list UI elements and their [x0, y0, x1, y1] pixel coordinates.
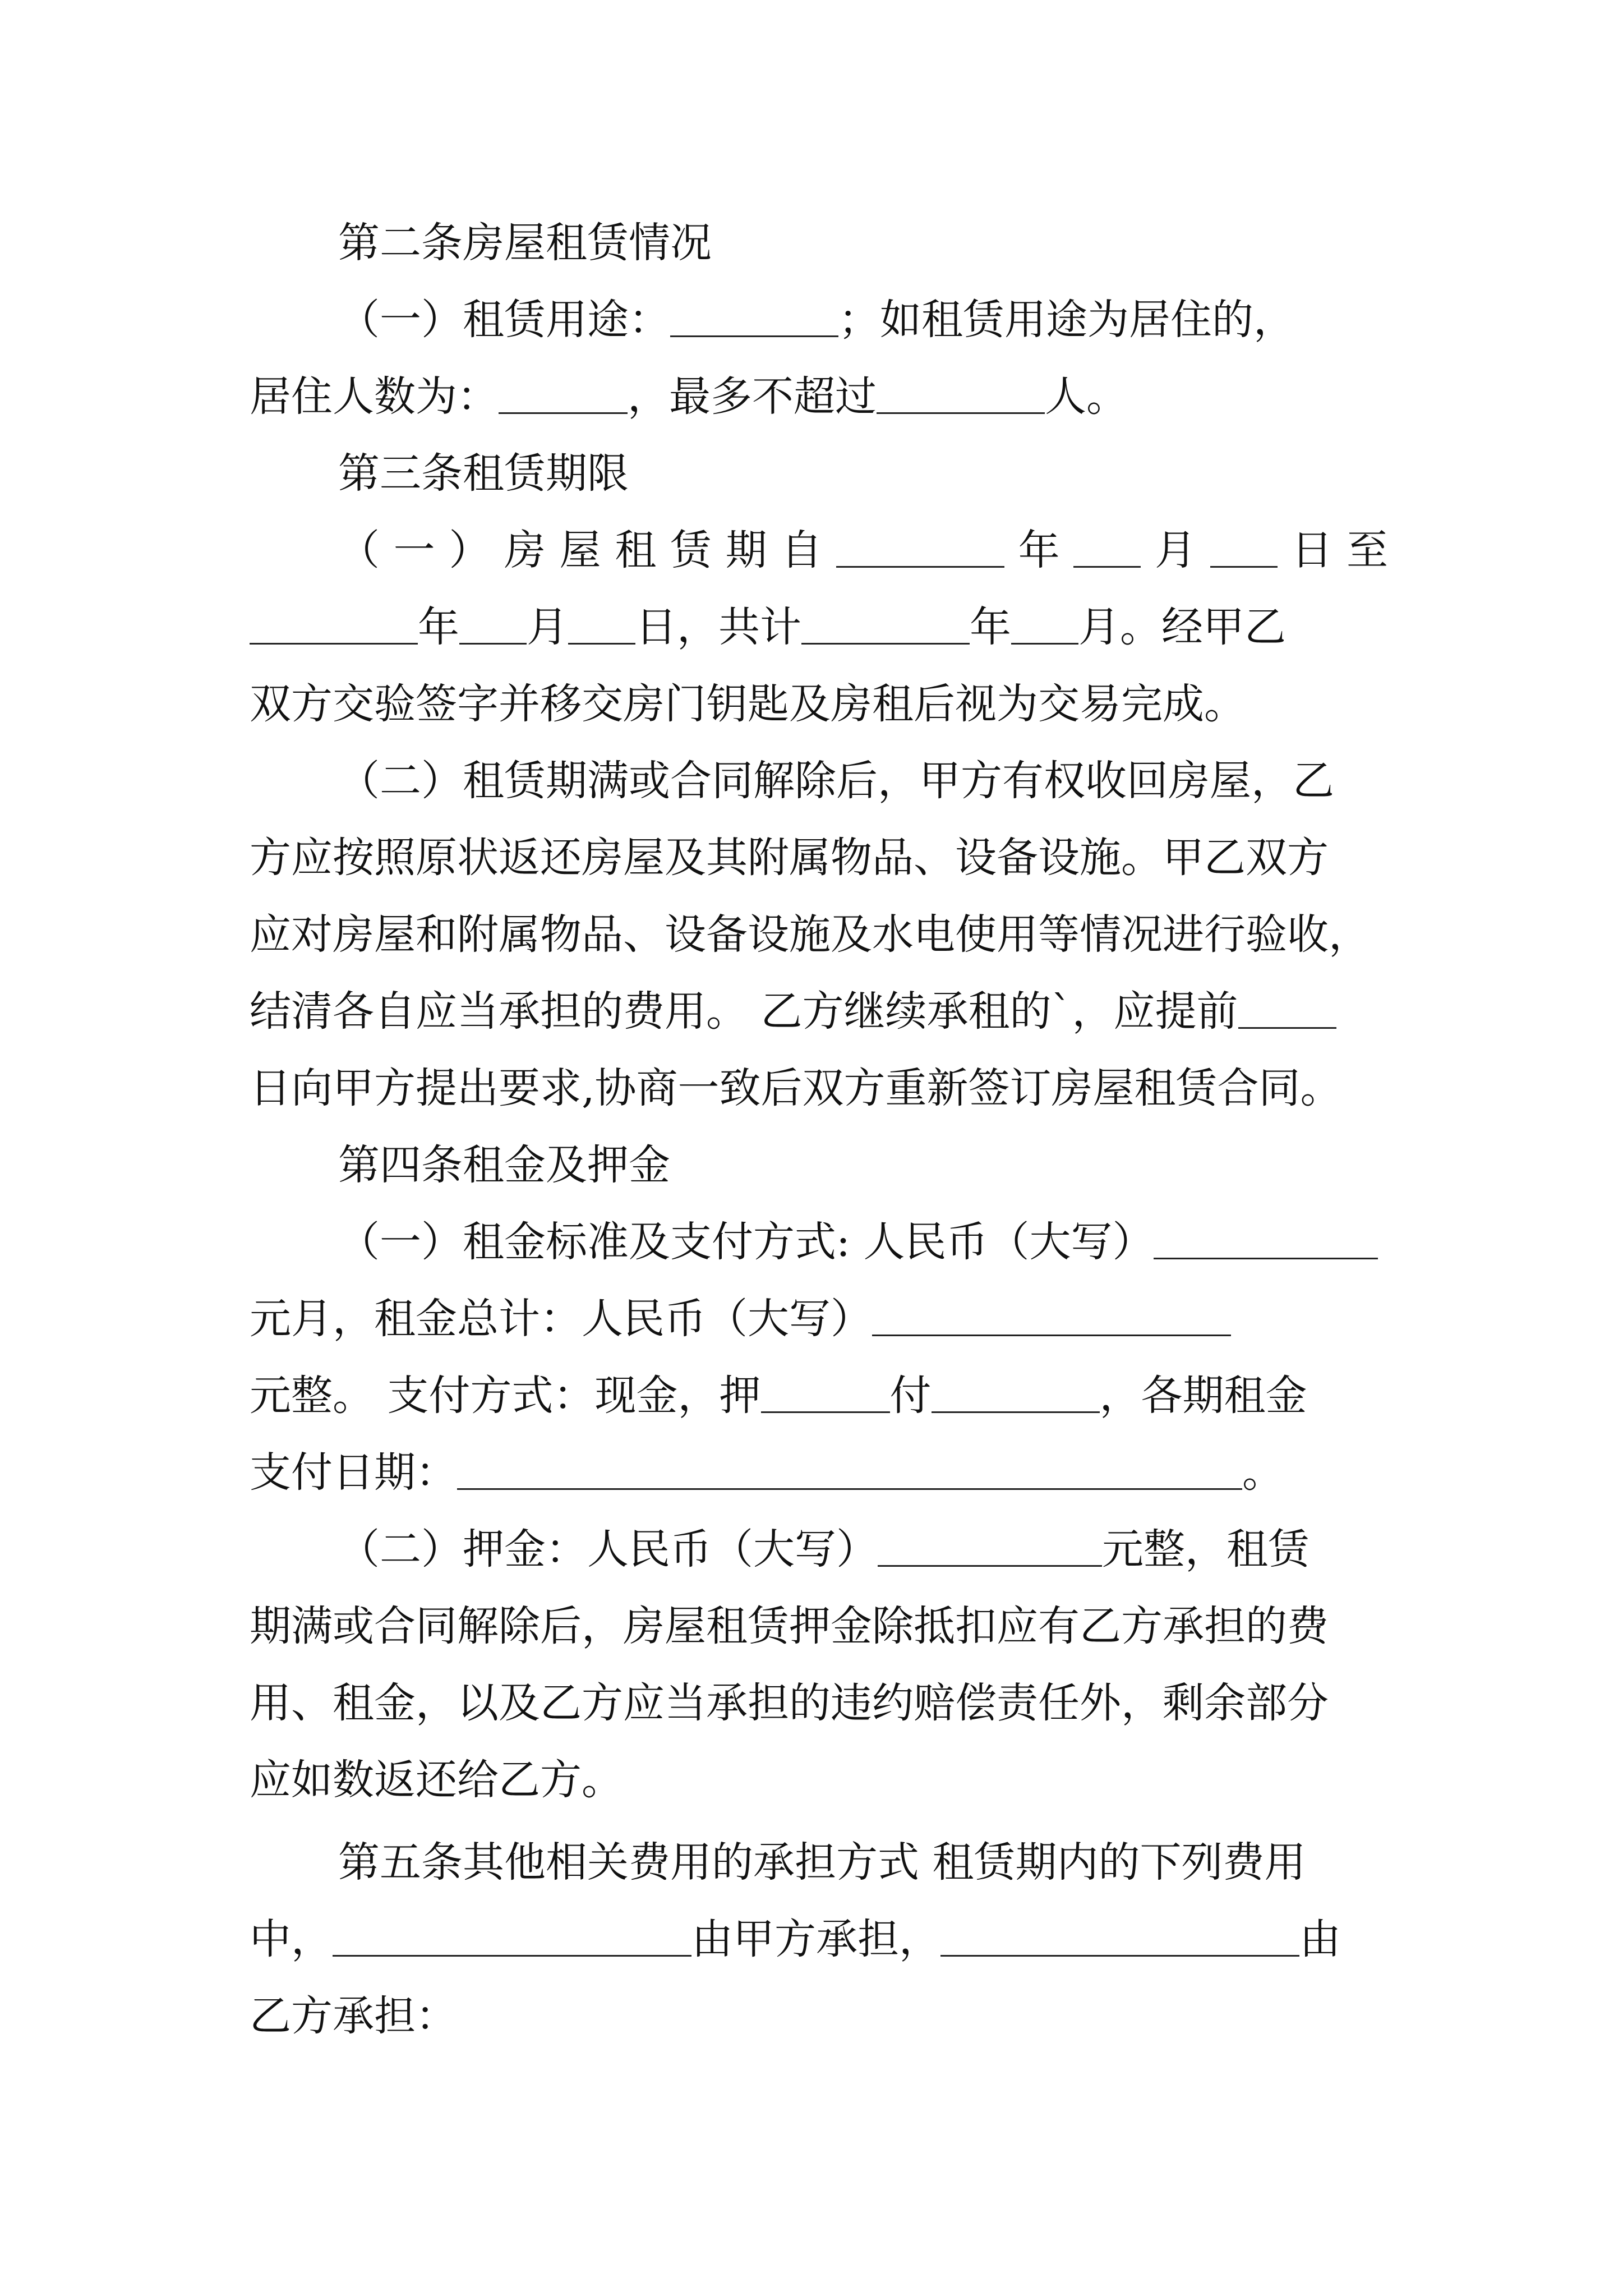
text-segment: 由: [1299, 1915, 1341, 1963]
text-segment: （一）房屋租赁期自: [338, 526, 836, 574]
text-segment: 双方交验签字并移交房门钥匙及房租后视为交易完成。: [250, 680, 1246, 728]
blank-total-rent[interactable]: [872, 1293, 1231, 1336]
text-segment: 乙方承担：: [250, 1992, 457, 2040]
article-4-p2-line-4: [250, 1742, 1388, 1819]
text-segment: 年: [418, 603, 459, 651]
blank-payment-date[interactable]: [457, 1447, 1242, 1490]
blank-usage[interactable]: [670, 294, 838, 337]
text-segment: 元月，租金总计：人民币（大写）: [250, 1295, 872, 1343]
text-segment: 月: [527, 603, 568, 651]
blank-tenant-fees[interactable]: [940, 1913, 1299, 1957]
article-3-line-3: [250, 666, 1388, 743]
article-4-p2-line-2: [250, 1588, 1388, 1665]
article-3-title-text: 第三条租赁期限: [338, 449, 629, 498]
text-segment: 月。经甲乙: [1078, 603, 1286, 651]
blank-monthly-rent[interactable]: [1154, 1216, 1378, 1259]
article-4-p2-line-3: [250, 1665, 1388, 1742]
text-segment: 应对房屋和附属物品、设备设施及水电使用等情况进行验收，: [250, 910, 1370, 959]
text-segment: 居住人数为：: [250, 372, 499, 421]
blank-notice-days[interactable]: [1238, 986, 1336, 1029]
blank-max-residents[interactable]: [877, 371, 1045, 414]
article-3-p2-line-4: [250, 973, 1388, 1050]
text-segment: 。: [1242, 1448, 1284, 1497]
text-segment: ；如租赁用途为居住的，: [838, 296, 1295, 344]
text-segment: 年: [1004, 526, 1074, 574]
blank-residents[interactable]: [499, 371, 628, 414]
text-segment: 方应按照原状返还房屋及其附属物品、设备设施。甲乙双方: [250, 834, 1329, 882]
article-3-title: [250, 435, 1388, 512]
text-segment: ，各期租金: [1099, 1372, 1307, 1420]
text-segment: 至: [1347, 526, 1389, 574]
article-4-line-2: [250, 1281, 1388, 1358]
text-segment: 日向甲方提出要求,协商一致后双方重新签订房屋租赁合同。: [250, 1064, 1342, 1112]
blank-start-year[interactable]: [836, 524, 1004, 568]
text-segment: （一）租金标准及支付方式: 人民币（大写）: [338, 1218, 1154, 1266]
article-4-title-text: 第四条租金及押金: [338, 1141, 670, 1189]
article-4-line-3: [250, 1358, 1388, 1434]
text-segment: 支付日期：: [250, 1448, 457, 1497]
blank-landlord-fees[interactable]: [333, 1913, 691, 1957]
text-segment: 月: [1141, 526, 1210, 574]
article-2-line-2: [250, 358, 1388, 435]
article-3-p2-line-5: [250, 1050, 1388, 1127]
blank-deposit-amount[interactable]: [878, 1524, 1102, 1567]
article-4-title: [250, 1127, 1388, 1204]
text-segment: 中，: [250, 1915, 333, 1963]
blank-start-day[interactable]: [1210, 524, 1278, 568]
text-segment: ，最多不超过: [628, 372, 877, 421]
blank-total-months[interactable]: [1011, 601, 1078, 645]
blank-start-month[interactable]: [1073, 524, 1141, 568]
article-4-p2-line-1: [250, 1511, 1388, 1588]
text-segment: 用、租金，以及乙方应当承担的违约赔偿责任外，剩余部分: [250, 1679, 1329, 1727]
text-segment: （二）押金：人民币（大写）: [338, 1525, 878, 1573]
article-2-title-text: 第二条房屋租赁情况: [338, 219, 712, 267]
article-3-line-1: [250, 512, 1388, 589]
text-segment: 年: [970, 603, 1011, 651]
text-segment: 人。: [1045, 372, 1128, 421]
text-segment: 元整，租赁: [1102, 1525, 1310, 1573]
article-4-line-4: [250, 1434, 1388, 1511]
text-segment: 由甲方承担，: [691, 1915, 940, 1963]
text-segment: （一）租赁用途：: [338, 296, 670, 344]
article-2-title: [250, 205, 1388, 282]
text-segment: 第五条其他相关费用的承担方式 租赁期内的下列费用: [338, 1838, 1306, 1887]
text-segment: （二）租赁期满或合同解除后，甲方有权收回房屋，乙: [338, 757, 1334, 805]
text-segment: 日: [1277, 526, 1347, 574]
contract-text: [250, 205, 1388, 2055]
text-segment: 日，共计: [635, 603, 801, 651]
blank-end-day[interactable]: [568, 601, 635, 645]
blank-end-month[interactable]: [459, 601, 527, 645]
article-2-line-1: [250, 282, 1388, 358]
text-segment: 应如数返还给乙方。: [250, 1756, 623, 1804]
blank-pay-months[interactable]: [932, 1370, 1100, 1413]
blank-total-years[interactable]: [801, 601, 970, 645]
text-segment: 元整。 支付方式：现金，押: [250, 1372, 761, 1420]
article-5-line-2: [250, 1901, 1388, 1978]
blank-deposit-months[interactable]: [761, 1370, 890, 1413]
article-3-p2-line-3: [250, 896, 1388, 973]
text-segment: 期满或合同解除后，房屋租赁押金除抵扣应有乙方承担的费: [250, 1602, 1329, 1650]
text-segment: 结清各自应当承担的费用。 乙方继续承租的`，应提前: [250, 987, 1238, 1036]
article-3-p2-line-2: [250, 820, 1388, 896]
article-3-p2-line-1: [250, 743, 1388, 820]
blank-end-year[interactable]: [250, 601, 418, 645]
article-5-line-3: [250, 1978, 1388, 2055]
text-segment: 付: [889, 1372, 932, 1420]
article-3-line-2: [250, 589, 1388, 666]
article-4-line-1: [250, 1204, 1388, 1281]
article-5-line-1: [250, 1824, 1388, 1901]
